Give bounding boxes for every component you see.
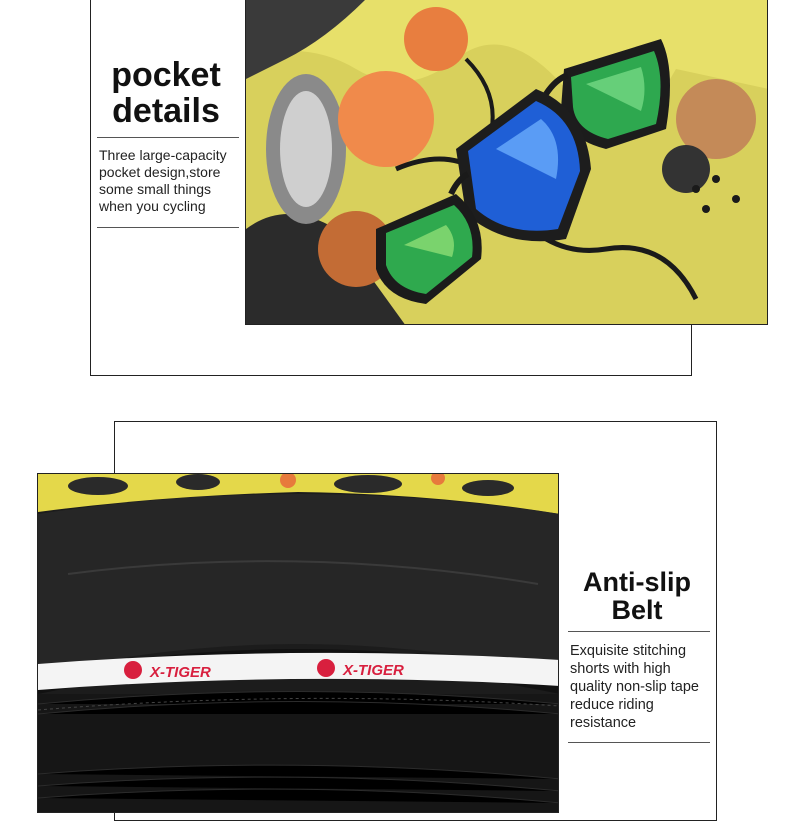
divider xyxy=(97,137,239,138)
pocket-details-description: Three large-capacity pocket design,store some small things when you cycling xyxy=(99,147,227,214)
pocket-details-heading: pocket details xyxy=(111,56,221,130)
belt-photo-illustration xyxy=(38,474,559,813)
brand-logo-text: X-TIGER xyxy=(343,662,404,679)
pocket-photo-illustration xyxy=(246,0,768,325)
divider xyxy=(568,742,710,743)
brand-logo-text: X-TIGER xyxy=(150,664,211,681)
pocket-details-photo xyxy=(245,0,768,325)
anti-slip-belt-heading: Anti-slip Belt xyxy=(583,567,691,626)
divider xyxy=(97,227,239,228)
anti-slip-belt-photo xyxy=(37,473,559,813)
divider xyxy=(568,631,710,632)
anti-slip-belt-description: Exquisite stitching shorts with high quality non-slip tape reduce riding resistance xyxy=(570,643,699,731)
